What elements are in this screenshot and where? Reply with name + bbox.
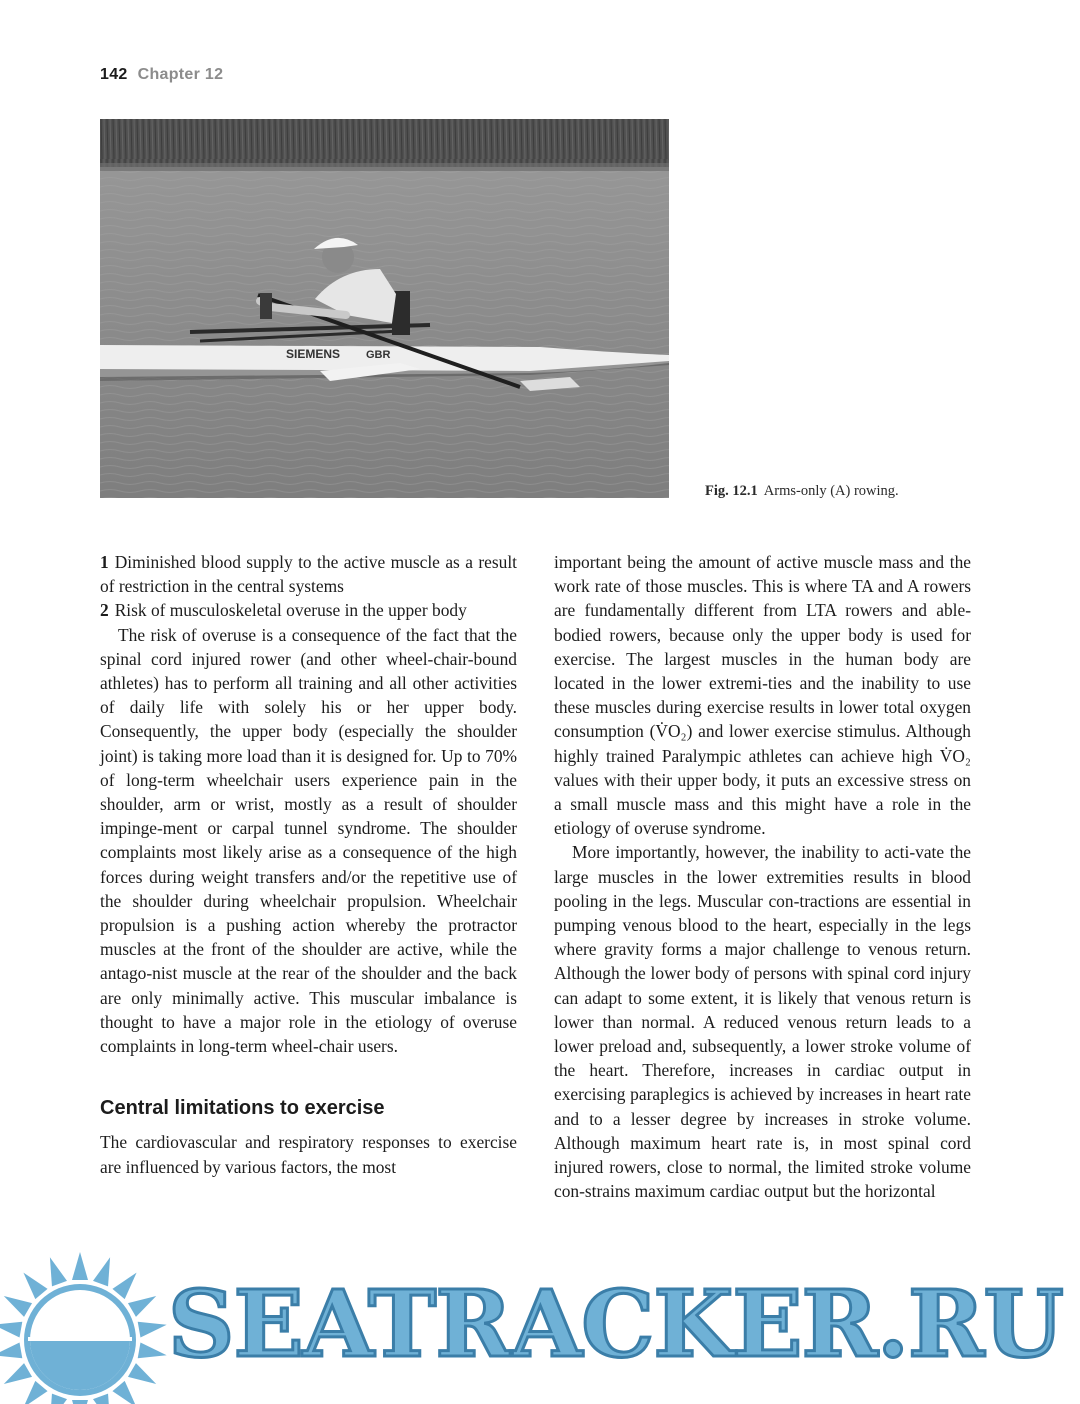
- list-number: 2: [100, 600, 109, 621]
- body-paragraph: The risk of overuse is a consequence of the fact that the spinal cord injured rower (and other wheel-chair-bound athletes) has to perform all training and all other activities of daily life with solely his or her upper body. Consequently, the upper body (especially the shoulder joint) is taking more load than it is designed for. Up to 70% of long-term wheelchair users experience pain in the shoulder, arm or wrist, mostly as a result of shoulder impinge-ment or carpal tunnel syndrome. The shoulder complaints most likely arise as a consequence of the high forces during weight transfers and/or the repetitive use of the shoulder during wheelchair propulsion. Wheelchair propulsion is a pushing action whereby the protractor muscles at the front of the shoulder are active, while the antago-nist muscle at the rear of the shoulder and the back are only minimally active. This muscular imbalance is thought to have a major role in the etiology of overuse complaints in long-term wheel-chair users.: [100, 624, 517, 1057]
- list-text: Risk of musculoskeletal overuse in the upper body: [114, 600, 467, 621]
- chapter-title: Chapter 12: [137, 66, 224, 83]
- boat-brand-label: SIEMENS: [286, 347, 341, 361]
- running-head: [100, 66, 223, 84]
- body-paragraph: More importantly, however, the inability to acti-vate the large muscles in the lower extremities results in blood pooling in the legs. Muscular con-tractions are essential in pumping venous blood to the heart, especially in the legs where gravity forms a major challenge to venous return. Although the lower body of persons with spinal cord injury can adapt to some extent, it is likely that venous return is lower than normal. A reduced venous return leads to a lower preload and, subsequently, a lower stroke volume of the heart. Therefore, increases in cardiac output in exercising paraplegics is achieved by increases in heart rate and to a lesser degree by increases in stroke volume. Although maximum heart rate is, in most spinal cord injured rowers, close to normal, the limited stroke volume con-strains maximum cardiac output but the horizontal: [554, 842, 971, 1202]
- section-heading: Central limitations to exercise: [100, 1097, 385, 1120]
- list-item: [100, 550, 517, 598]
- figure-caption: [705, 483, 899, 500]
- list-item: [100, 598, 517, 622]
- body-paragraph: The cardiovascular and respiratory responses to exercise are influenced by various factors, the most: [100, 1132, 517, 1177]
- figure-label: Fig. 12.1: [705, 483, 758, 499]
- figure-caption-text: Arms-only (A) rowing.: [763, 483, 899, 499]
- boat-country-label: GBR: [366, 349, 391, 361]
- left-column: [100, 550, 517, 1179]
- watermark-text: SEATRACKER.RU: [168, 1270, 1063, 1378]
- body-paragraph: important being the amount of active muscle mass and the work rate of those muscles. This is where TA and A rowers are fundamentally different from LTA rowers and able-bodied rowers, because only the upper body is used for exercise. The largest muscles in the human body are located in the lower extremi-ties and the inability to use these muscles during exercise results in lower total oxygen consumption (V̇O₂) and lower exercise stimulus. Although highly trained Paralympic athletes can achieve high V̇O₂ values with their upper body, it puts an excessive stress on a small muscle mass and this might have a role in the etiology of overuse syndrome.: [554, 552, 971, 839]
- list-number: 1: [100, 552, 109, 572]
- page-number: 142: [100, 66, 128, 83]
- right-column: [554, 550, 971, 1203]
- list-text: Diminished blood supply to the active muscle as a result of restriction in the central systems: [100, 552, 517, 597]
- rowing-photo: [100, 119, 669, 498]
